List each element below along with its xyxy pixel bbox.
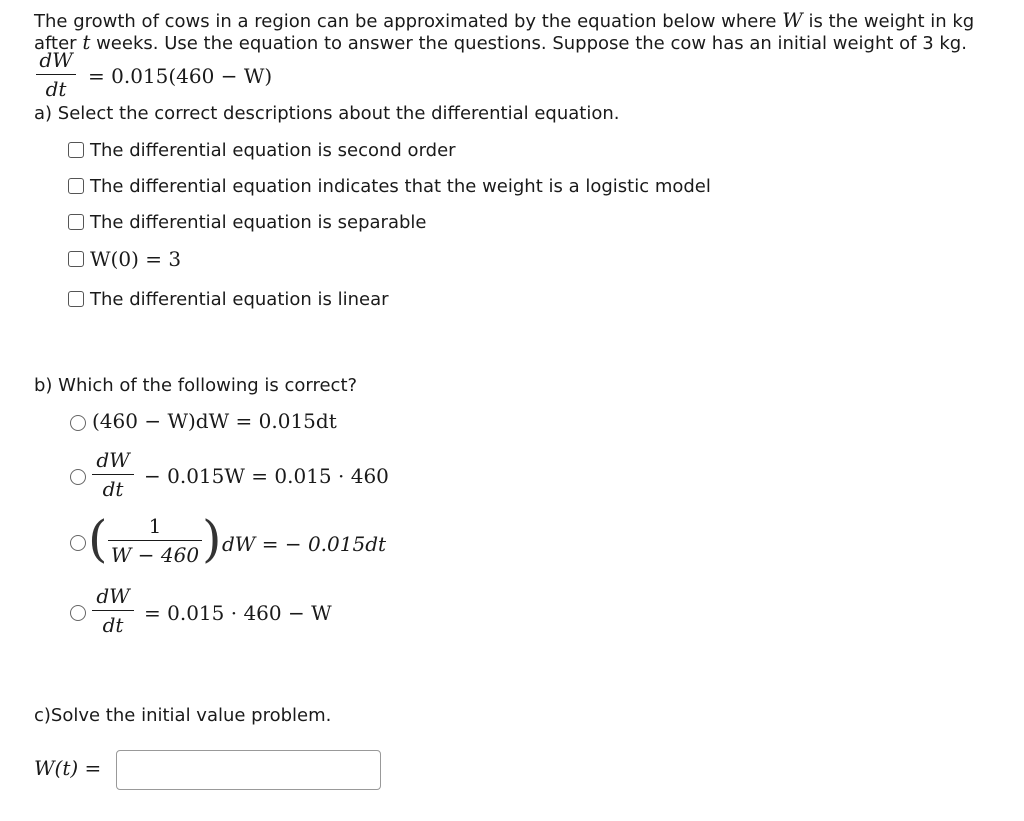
radio-option-1[interactable] bbox=[70, 415, 86, 431]
fraction-denominator: dt bbox=[102, 477, 124, 501]
part-a-prompt: a) Select the correct descriptions about the differential equation. bbox=[34, 103, 620, 124]
answer-label: W(t) = bbox=[34, 756, 102, 780]
equation-fraction bbox=[36, 48, 76, 101]
fraction-bar bbox=[36, 74, 76, 75]
intro-text: The growth of cows in a region can be approximated by the equation below where bbox=[34, 11, 783, 32]
checkbox-option-1[interactable] bbox=[68, 142, 84, 158]
radio-label-1: (460 − W)dW = 0.015dt bbox=[92, 409, 337, 433]
radio-label-3: dW = − 0.015dt bbox=[222, 532, 387, 556]
fraction-numerator: 1 bbox=[148, 514, 162, 538]
option-label-3: The differential equation is separable bbox=[90, 212, 427, 233]
equation-numerator: dW bbox=[39, 48, 73, 72]
fraction-bar bbox=[92, 610, 134, 611]
checkbox-option-2[interactable] bbox=[68, 178, 84, 194]
equation-rhs: = 0.015(460 − W) bbox=[88, 64, 273, 88]
intro-text: is the weight in kg bbox=[802, 11, 975, 32]
radio-label-4: = 0.015 · 460 − W bbox=[144, 601, 332, 625]
part-b-prompt: b) Which of the following is correct? bbox=[34, 375, 358, 396]
fraction-denominator: W − 460 bbox=[110, 543, 200, 567]
right-paren: ) bbox=[202, 510, 222, 568]
intro-text: weeks. Use the equation to answer the questions. Suppose the cow has an initial weight of 3 kg. bbox=[90, 33, 967, 54]
checkbox-option-3[interactable] bbox=[68, 214, 84, 230]
option-label-5: The differential equation is linear bbox=[90, 289, 389, 310]
part-c-prompt: c)Solve the initial value problem. bbox=[34, 705, 332, 726]
var-t: t bbox=[82, 30, 91, 54]
radio-option-4[interactable] bbox=[70, 605, 86, 621]
intro-text: after bbox=[34, 33, 83, 54]
equation-denominator: dt bbox=[45, 77, 67, 101]
intro-line-1 bbox=[34, 8, 974, 32]
radio-4-fraction bbox=[92, 584, 134, 637]
radio-label-2: − 0.015W = 0.015 · 460 bbox=[144, 464, 389, 488]
fraction-numerator: dW bbox=[96, 584, 130, 608]
var-w: W bbox=[782, 8, 803, 32]
radio-2-fraction bbox=[92, 448, 134, 501]
radio-3-fraction bbox=[108, 514, 202, 567]
checkbox-option-4[interactable] bbox=[68, 251, 84, 267]
fraction-bar bbox=[108, 540, 202, 541]
option-label-2: The differential equation indicates that the weight is a logistic model bbox=[90, 176, 711, 197]
radio-option-3[interactable] bbox=[70, 535, 86, 551]
option-label-4: W(0) = 3 bbox=[90, 247, 182, 271]
fraction-denominator: dt bbox=[102, 613, 124, 637]
intro-line-2 bbox=[34, 30, 967, 54]
option-label-1: The differential equation is second order bbox=[90, 140, 456, 161]
fraction-numerator: dW bbox=[96, 448, 130, 472]
answer-input[interactable] bbox=[116, 750, 381, 790]
checkbox-option-5[interactable] bbox=[68, 291, 84, 307]
left-paren: ( bbox=[88, 510, 108, 568]
radio-option-2[interactable] bbox=[70, 469, 86, 485]
fraction-bar bbox=[92, 474, 134, 475]
